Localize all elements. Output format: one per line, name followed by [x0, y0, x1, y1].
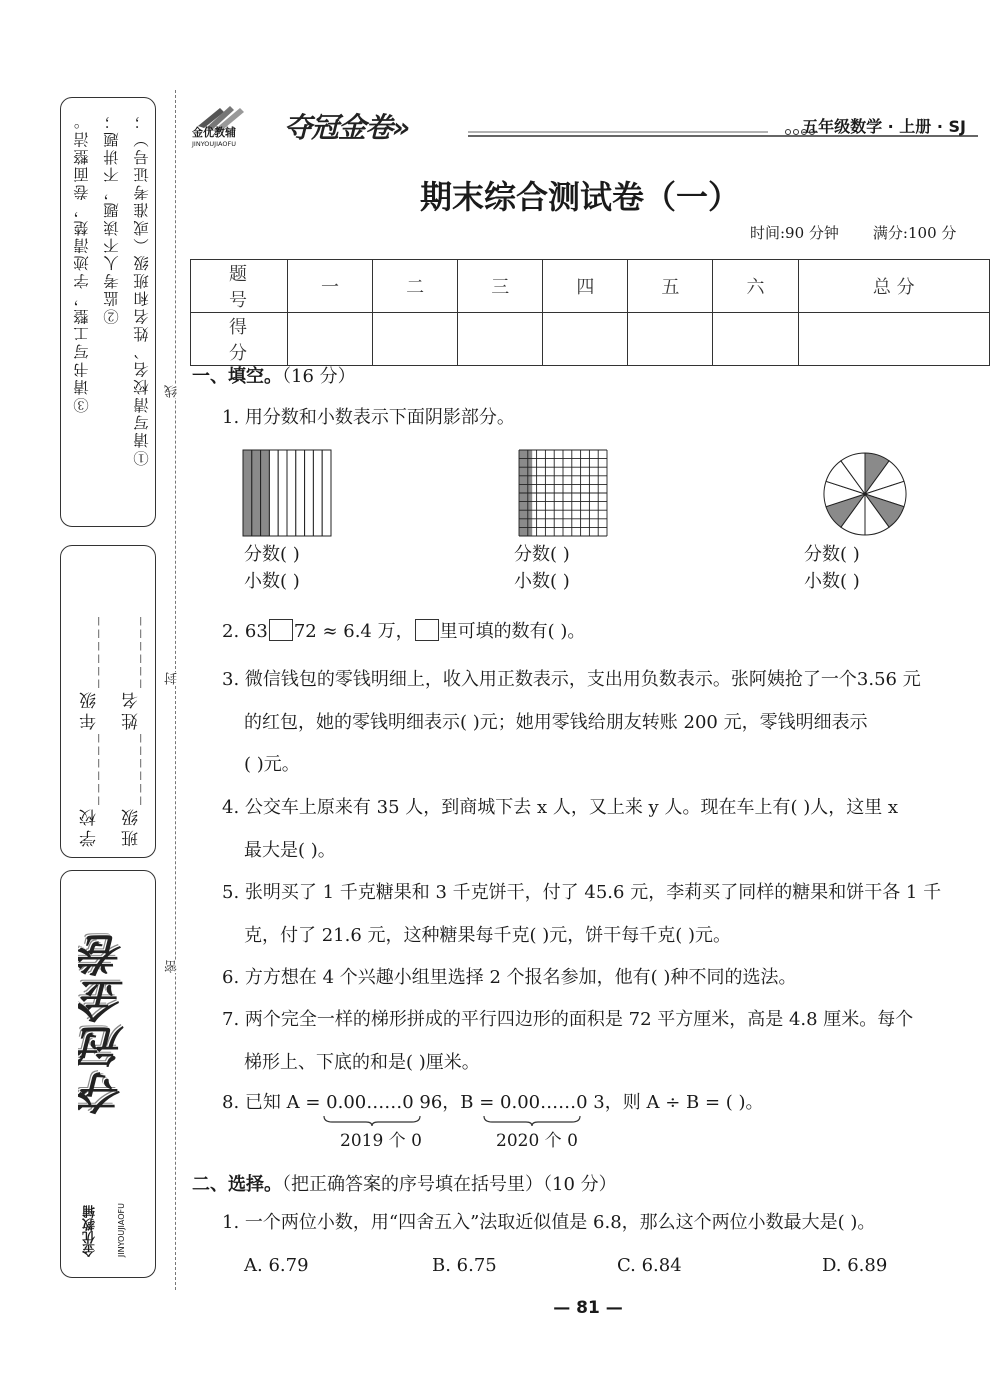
strip — [313, 450, 322, 536]
time-limit: 时间:90 分钟 — [750, 224, 839, 242]
strip — [278, 450, 287, 536]
score-cell[interactable] — [288, 313, 373, 366]
question-5-line-1: 5. 张明买了 1 千克糖果和 3 千克饼干，付了 45.6 元，李莉买了同样的糖果和饼干各 1 千 — [222, 882, 942, 903]
underbrace-a-label: 2019 个 0 — [340, 1131, 422, 1151]
question-4-line-1: 4. 公交车上原来有 35 人，到商城下去 x 人，又上来 y 人。现在车上有( )人，这里 x — [222, 797, 899, 818]
series-logo: 夺冠金卷» — [284, 111, 410, 144]
score-cell[interactable] — [543, 313, 628, 366]
publisher-logo-en: JINYOUJIAOFU — [117, 1202, 126, 1257]
strip — [296, 450, 305, 536]
full-score: 满分:100 分 — [872, 224, 957, 242]
section-2-points: （把正确答案的序号填在括号里）（10 分） — [282, 1174, 617, 1195]
page-title: 期末综合测试卷（一） — [419, 178, 740, 216]
option-a[interactable]: A. 6.79 — [244, 1255, 309, 1276]
score-cell[interactable] — [628, 313, 713, 366]
score-table — [190, 259, 990, 366]
publisher-name-en: JINYOUJIAOFU — [192, 140, 236, 148]
score-header-cell: 四 — [543, 260, 628, 313]
fig2-decimal-answer[interactable]: 小数( ) — [514, 571, 570, 592]
question-3-line-3: ( )元。 — [244, 754, 300, 775]
option-c[interactable]: C. 6.84 — [617, 1255, 682, 1276]
fig2-answers — [514, 541, 570, 595]
question-7-line-2: 梯形上、下底的和是( )厘米。 — [244, 1052, 480, 1073]
question-8-line-1: 8. 已知 A = 0.00……0 96，B = 0.00……0 3，则 A ÷ B = ( )。 — [222, 1092, 764, 1113]
fig3-answers — [804, 541, 860, 595]
cut-mark-xian: 线 — [165, 385, 180, 398]
section-1-heading — [192, 362, 356, 388]
page-header — [188, 96, 978, 152]
section-1-points: （16 分） — [282, 366, 356, 387]
fig1-answers — [244, 541, 300, 595]
fig2-fraction-answer[interactable]: 分数( ) — [514, 544, 570, 565]
question-9-line-1: 1. 一个两位小数，用“四舍五入”法取近似值是 6.8，那么这个两位小数最大是( )。 — [222, 1212, 876, 1233]
section-2-heading — [192, 1170, 617, 1196]
cut-mark-feng: 封 — [165, 672, 180, 685]
question-1-text: 1. 用分数和小数表示下面阴影部分。 — [222, 407, 515, 428]
digit-box[interactable] — [415, 619, 439, 641]
notes-box — [60, 97, 156, 527]
fig3-fraction-answer[interactable]: 分数( ) — [804, 544, 860, 565]
student-info-box — [60, 545, 156, 858]
score-header-cell: 二 — [373, 260, 458, 313]
strip — [305, 450, 314, 536]
question-4-line-2: 最大是( )。 — [244, 840, 336, 861]
score-cell[interactable] — [373, 313, 458, 366]
question-7-line-1: 7. 两个完全一样的梯形拼成的平行四边形的面积是 72 平方厘米，高是 4.8 厘米。每个 — [222, 1009, 914, 1030]
score-header-cell: 三 — [458, 260, 543, 313]
underbrace-b-label: 2020 个 0 — [496, 1131, 578, 1151]
score-cell[interactable] — [713, 313, 798, 366]
digit-box[interactable] — [269, 619, 293, 641]
question-2 — [222, 619, 585, 645]
fig1-fraction-answer[interactable]: 分数( ) — [244, 544, 300, 565]
score-row-label: 得 分 — [191, 313, 288, 366]
underbrace-a-icon — [322, 1114, 422, 1126]
fig1-decimal-answer[interactable]: 小数( ) — [244, 571, 300, 592]
section-1-title: 一、填空。 — [192, 366, 282, 387]
underbrace-b-icon — [482, 1114, 582, 1126]
note-line-1: ①请写清校名、姓名和班级（或准考证号）； — [133, 112, 151, 466]
cut-line — [175, 90, 176, 1290]
score-header-cell: 题 号 — [191, 260, 288, 313]
question-2-pre: 2. 63 — [222, 621, 268, 642]
question-2-post: 里可填的数有( )。 — [439, 621, 586, 642]
class-name-field[interactable]: 班级______姓名______ — [122, 613, 142, 847]
circle-figure — [822, 451, 908, 537]
brand-logo: 夺冠金卷 — [81, 931, 132, 1115]
score-header-cell: 一 — [288, 260, 373, 313]
publisher-name: 金优教辅 — [192, 126, 236, 139]
option-d[interactable]: D. 6.89 — [822, 1255, 888, 1276]
strip — [287, 450, 296, 536]
fig3-decimal-answer[interactable]: 小数( ) — [804, 571, 860, 592]
question-5-line-2: 克，付了 21.6 元，这种糖果每千克( )元，饼干每千克( )元。 — [244, 925, 732, 946]
score-cell[interactable] — [458, 313, 543, 366]
score-table-score-row — [191, 313, 990, 366]
strip — [243, 450, 252, 536]
question-3-line-2: 的红包，她的零钱明细表示( )元；她用零钱给朋友转账 200 元，零钱明细表示 — [244, 712, 868, 733]
strip — [261, 450, 270, 536]
strip — [269, 450, 278, 536]
publisher-logo: 金优教辅 — [83, 1205, 98, 1257]
grade-label: 五年级数学 · 上册 · SJ — [802, 117, 966, 136]
score-header-cell: 六 — [713, 260, 798, 313]
grid-figure — [518, 449, 608, 537]
cut-mark-mi: 密 — [165, 960, 180, 973]
page-number: — 81 — — [553, 1298, 623, 1318]
score-header-cell: 五 — [628, 260, 713, 313]
section-2-title: 二、选择。 — [192, 1174, 282, 1195]
score-cell[interactable] — [798, 313, 989, 366]
note-line-3: ③请书写工整，字迹清楚，卷面整洁。 — [73, 112, 91, 413]
question-3-line-1: 3. 微信钱包的零钱明细上，收入用正数表示，支出用负数表示。张阿姨抢了一个3.56 元 — [222, 669, 921, 690]
question-6-line-1: 6. 方方想在 4 个兴趣小组里选择 2 个报名参加，他有( )种不同的选法。 — [222, 967, 797, 988]
strip — [252, 450, 261, 536]
option-b[interactable]: B. 6.75 — [432, 1255, 497, 1276]
exam-meta — [750, 222, 956, 243]
brand-box — [60, 870, 156, 1278]
score-header-cell: 总 分 — [798, 260, 989, 313]
score-table-header-row — [191, 260, 990, 313]
school-grade-field[interactable]: 学校______年级______ — [80, 613, 100, 847]
question-2-mid: 72 ≈ 6.4 万， — [293, 621, 414, 642]
strip — [322, 450, 331, 536]
strip-figure — [242, 449, 332, 537]
note-line-2: ②监考人不读题，不讲题； — [103, 112, 121, 325]
